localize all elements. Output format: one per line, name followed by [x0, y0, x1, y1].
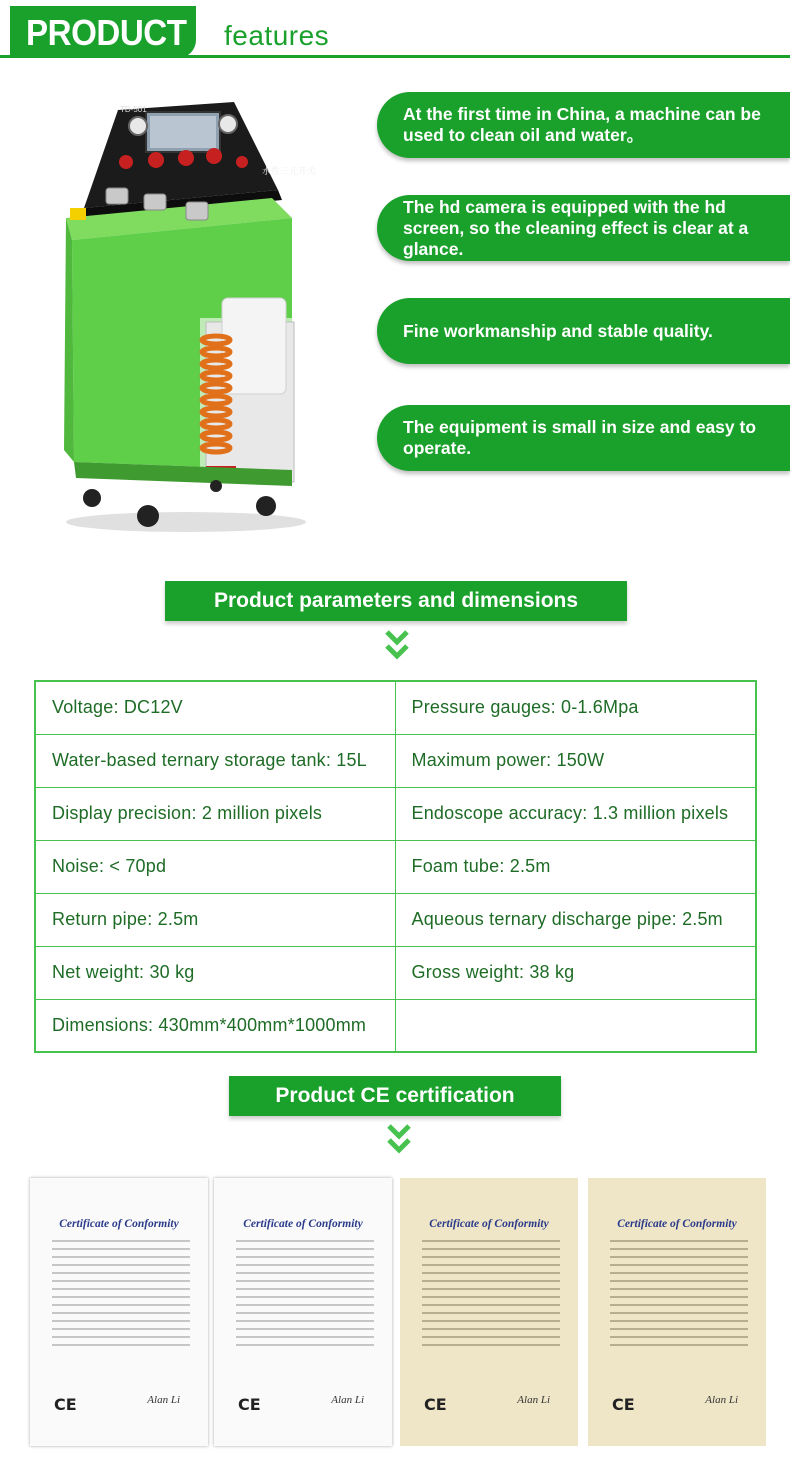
certificate-signature: Alan Li — [517, 1394, 550, 1406]
certificate-title: Certificate of Conformity — [243, 1218, 363, 1230]
header-tab — [10, 6, 196, 58]
certificate-image — [588, 1178, 766, 1446]
certificate-title: Certificate of Conformity — [59, 1218, 179, 1230]
table-row — [35, 734, 756, 787]
params-section-title: Product parameters and dimensions — [165, 581, 627, 621]
chevron-down-icon — [386, 1122, 412, 1158]
ce-mark: CE — [612, 1395, 635, 1414]
certificate-signature: Alan Li — [705, 1394, 738, 1406]
ce-mark: CE — [238, 1395, 261, 1414]
param-cell: Endoscope accuracy: 1.3 million pixels — [395, 787, 756, 840]
certificate-body — [422, 1240, 560, 1352]
certificate-body — [52, 1240, 190, 1352]
param-cell: Pressure gauges: 0-1.6Mpa — [395, 681, 756, 734]
param-cell: Maximum power: 150W — [395, 734, 756, 787]
param-cell: Display precision: 2 million pixels — [35, 787, 395, 840]
certificate-body — [236, 1240, 374, 1352]
ce-section-title: Product CE certification — [229, 1076, 561, 1116]
table-row — [35, 681, 756, 734]
ce-mark: CE — [54, 1395, 77, 1414]
feature-item: Fine workmanship and stable quality. — [377, 298, 790, 364]
chevron-down-icon — [384, 628, 410, 664]
param-cell: Water-based ternary storage tank: 15L — [35, 734, 395, 787]
param-cell: Return pipe: 2.5m — [35, 893, 395, 946]
table-row — [35, 946, 756, 999]
certificate-image — [30, 1178, 208, 1446]
parameters-table — [34, 680, 757, 1053]
table-row — [35, 999, 756, 1052]
machine-panel-label: 水性三元开关 — [262, 167, 316, 177]
feature-item: The hd camera is equipped with the hd screen, so the cleaning effect is clear at a glance. — [377, 195, 790, 261]
certificate-title: Certificate of Conformity — [617, 1218, 737, 1230]
certificate-signature: Alan Li — [147, 1394, 180, 1406]
certificate-image — [214, 1178, 392, 1446]
certificate-title: Certificate of Conformity — [429, 1218, 549, 1230]
param-cell: Gross weight: 38 kg — [395, 946, 756, 999]
param-cell: Dimensions: 430mm*400mm*1000mm — [35, 999, 395, 1052]
param-cell: Net weight: 30 kg — [35, 946, 395, 999]
param-cell: Foam tube: 2.5m — [395, 840, 756, 893]
param-cell: Voltage: DC12V — [35, 681, 395, 734]
table-row — [35, 840, 756, 893]
param-cell — [395, 999, 756, 1052]
header-tab-label: PRODUCT — [26, 12, 187, 53]
param-cell: Aqueous ternary discharge pipe: 2.5m — [395, 893, 756, 946]
machine-illustration — [56, 90, 316, 540]
param-cell: Noise: < 70pd — [35, 840, 395, 893]
header-subtitle: features — [224, 20, 330, 51]
table-row — [35, 787, 756, 840]
feature-item: At the first time in China, a machine can be used to clean oil and water。 — [377, 92, 790, 158]
certificate-image — [400, 1178, 578, 1446]
machine-model-label: TD-501 — [120, 105, 147, 114]
table-row — [35, 893, 756, 946]
certificate-body — [610, 1240, 748, 1352]
certificate-signature: Alan Li — [331, 1394, 364, 1406]
page-header — [0, 0, 790, 64]
ce-mark: CE — [424, 1395, 447, 1414]
feature-item: The equipment is small in size and easy to operate. — [377, 405, 790, 471]
